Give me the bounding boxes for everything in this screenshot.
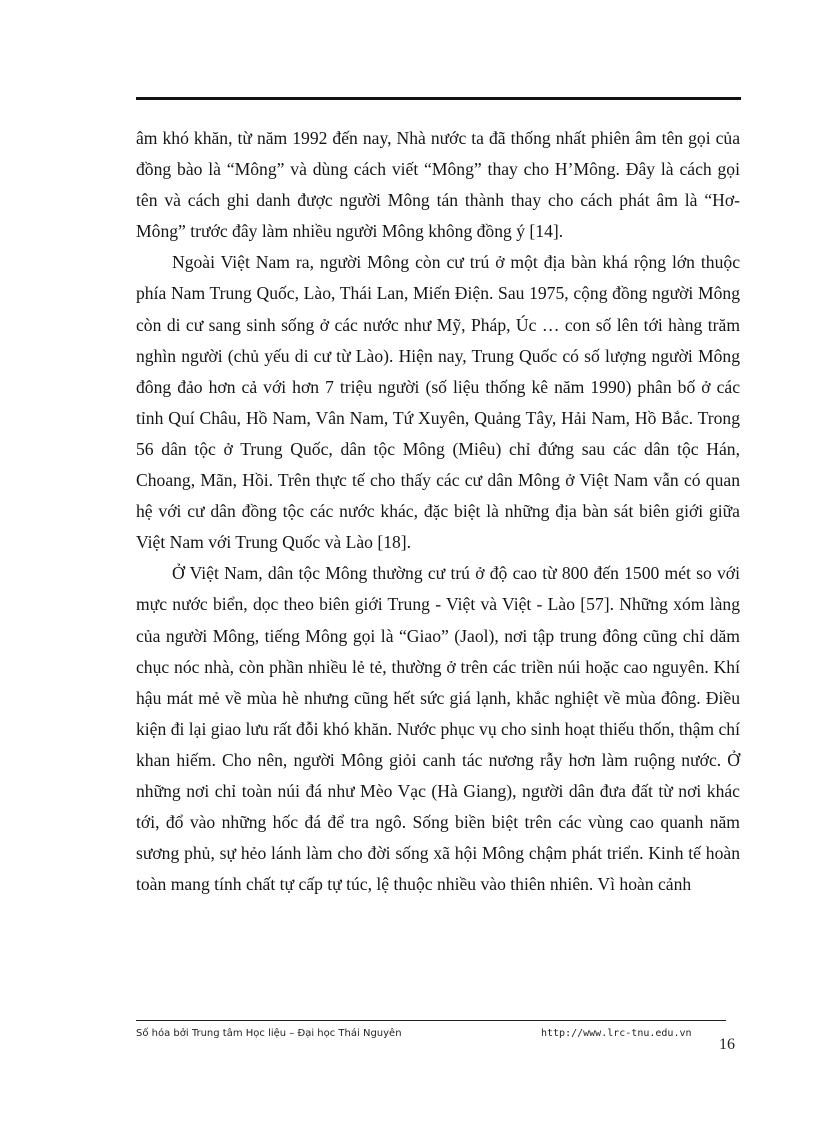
paragraph-continuation: âm khó khăn, từ năm 1992 đến nay, Nhà nước ta đã thống nhất phiên âm tên gọi của đồng bào là “Mông” và dùng cách viết “Mông” thay cho H’Mông. Đây là cách gọi tên và cách ghi danh được người Mông tán thành thay cho cách phát âm là “Hơ-Mông” trước đây làm nhiều người Mông không đồng ý [14]. [136, 128, 740, 242]
footer-source-text: Số hóa bởi Trung tâm Học liệu – Đại học Thái Nguyên [136, 1028, 402, 1039]
footer-url: http://www.lrc-tnu.edu.vn [541, 1028, 692, 1039]
paragraph-mong-vietnam: Ở Việt Nam, dân tộc Mông thường cư trú ở độ cao từ 800 đến 1500 mét so với mực nước biển, dọc theo biên giới Trung - Việt và Việt - Lào [57]. Những xóm làng của người Mông, tiếng Mông gọi là “Giao” (Jaol), nơi tập trung đông cũng chỉ dăm chục nóc nhà, còn phần nhiều lẻ tẻ, thường ở trên các triền núi hoặc cao nguyên. Khí hậu mát mẻ về mùa hè nhưng cũng hết sức giá lạnh, khắc nghiệt về mùa đông. Điều kiện đi lại giao lưu rất đỗi khó khăn. Nước phục vụ cho sinh hoạt thiếu thốn, thậm chí khan hiếm. Cho nên, người Mông giỏi canh tác nương rẫy hơn làm ruộng nước. Ở những nơi chỉ toàn núi đá như Mèo Vạc (Hà Giang), người dân đưa đất từ nơi khác tới, đổ vào những hốc đá để tra ngô. Sống biền biệt trên các vùng cao quanh năm sương phủ, sự hẻo lánh làm cho đời sống xã hội Mông chậm phát triển. Kinh tế hoàn toàn mang tính chất tự cấp tự túc, lệ thuộc nhiều vào thiên nhiên. Vì hoàn cảnh [136, 563, 740, 895]
header-rule [136, 97, 741, 100]
paragraph-mong-abroad: Ngoài Việt Nam ra, người Mông còn cư trú ở một địa bàn khá rộng lớn thuộc phía Nam Trung Quốc, Lào, Thái Lan, Miến Điện. Sau 1975, cộng đồng người Mông còn di cư sang sinh sống ở các nước như Mỹ, Pháp, Úc … con số lên tới hàng trăm nghìn người (chủ yếu di cư từ Lào). Hiện nay, Trung Quốc có số lượng người Mông đông đảo hơn cả với hơn 7 triệu người (số liệu thống kê năm 1990) phân bố ở các tỉnh Quí Châu, Hồ Nam, Vân Nam, Tứ Xuyên, Quảng Tây, Hải Nam, Hồ Bắc. Trong 56 dân tộc ở Trung Quốc, dân tộc Mông (Miêu) chỉ đứng sau các dân tộc Hán, Choang, Mãn, Hồi. Trên thực tế cho thấy các cư dân Mông ở Việt Nam vẫn có quan hệ với cư dân đồng tộc các nước khác, đặc biệt là những địa bàn sát biên giới giữa Việt Nam với Trung Quốc và Lào [18]. [136, 252, 740, 553]
page-number: 16 [719, 1036, 735, 1053]
page-body [136, 123, 740, 900]
footer-rule [136, 1020, 726, 1021]
